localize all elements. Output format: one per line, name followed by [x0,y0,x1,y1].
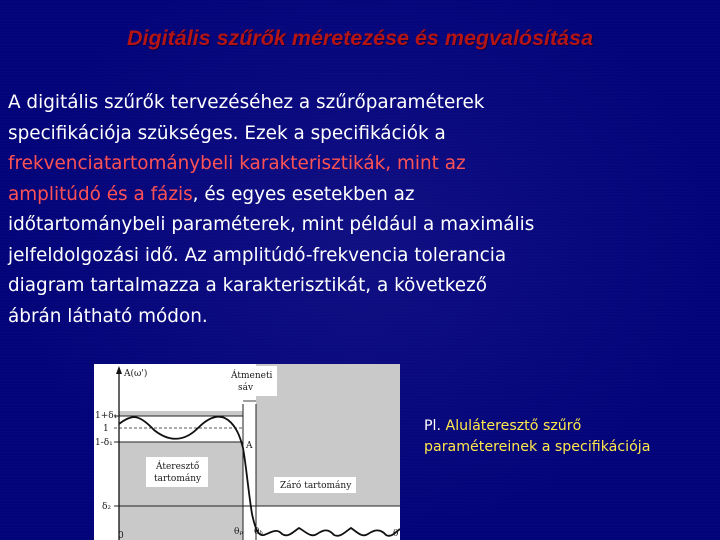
tolerance-diagram [94,364,400,540]
body-line-5: időtartománybeli paraméterek, mint például a maximális [8,214,535,235]
body-line-4 [8,180,720,211]
body-line-6: jelfeldolgozási idő. Az amplitúdó-frekvencia tolerancia [8,244,507,266]
slide-title: Digitális szűrők méretezése és megvalósítása [126,26,594,50]
body-line-8: ábrán látható módon. [8,305,208,327]
tick-delta2: δ₂ [102,502,112,512]
body-line-3-highlight: frekvenciatartománybeli karakterisztikák, mint az [8,153,466,174]
y-axis-label: A(ω') [124,369,148,379]
tolerance-diagram-svg [94,364,400,540]
passband-lower-hatch [119,442,243,540]
body-paragraph [8,88,720,332]
stopband-allowed-band [256,506,400,540]
amplitude-phase-highlight: amplitúdó és a fázis [8,183,193,205]
body-line-1: A digitális szűrők tervezéséhez a szűrőparaméterek [8,92,485,113]
theta-axis-label: θ [393,529,399,539]
passband-label-2: tartomány [154,474,202,484]
theta-h-label: θₕ [254,527,264,537]
transition-label-1: Átmeneti [231,371,273,381]
body-line-7: diagram tartalmazza a karakterisztikát, a következő [8,275,487,296]
curve-label: A [246,441,253,451]
caption-highlight-1: Aluláteresztő szűrő [445,418,582,434]
tick-1-minus-delta1: 1-δ₁ [95,438,113,448]
theta-p-label: θₚ [234,527,244,537]
figure-caption [424,416,714,458]
transition-label-2: sáv [238,383,254,393]
caption-prefix: Pl. [424,418,446,434]
body-line-4-rest: , és egyes esetekben az [192,183,415,205]
body-line-2: specifikációja szükséges. Ezek a specifikációk a [8,122,446,144]
tick-1-plus-delta1: 1+δ₁ [95,411,118,421]
x-origin-label: 0 [118,531,124,540]
passband-label-1: Áteresztő [156,462,200,472]
caption-highlight-2: paramétereinek a specifikációja [424,439,651,455]
stopband-label: Záró tartomány [280,481,352,491]
y-axis-arrow [116,366,122,374]
tick-1: 1 [103,424,109,434]
